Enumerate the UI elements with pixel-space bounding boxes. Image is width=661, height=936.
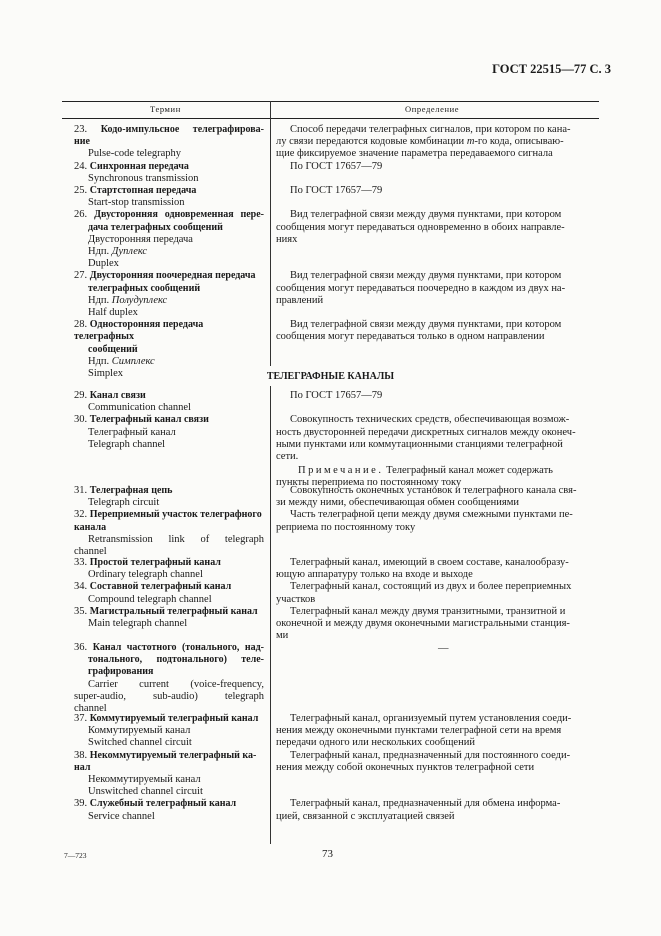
term-39: 39. Служебный телеграфный канал Service channel	[74, 798, 237, 822]
note-label: Примечание.	[298, 465, 384, 477]
definition-31: Совокупность оконечных установок и телеграфного канала свя- зи между ними, обеспечивающая обмен сообщениями	[276, 485, 577, 509]
term-24: 24. Синхронная передача Synchronous transmission	[74, 160, 199, 184]
term-27: 27. Двусторонняя поочередная передача телеграфных сообщений Ндп. Полудуплекс Half duplex	[74, 270, 256, 318]
column-divider-upper	[270, 118, 271, 366]
term-30: 30. Телеграфный канал связи Телеграфный канал Telegraph channel	[74, 414, 209, 450]
definition-33: Телеграфный канал, имеющий в своем составе, каналообразу- ющую аппаратуру только на входе и выходе	[276, 557, 569, 581]
definition-24: По ГОСТ 17657—79	[290, 160, 383, 172]
page-header: ГОСТ 22515—77 С. 3	[492, 62, 611, 76]
term-34: 34. Составной телеграфный канал Compound telegraph channel	[74, 581, 232, 605]
definition-26: Вид телеграфной связи между двумя пунктами, при котором сообщения могут передаваться одновременно в обоих направле- ниях	[276, 209, 565, 245]
term-29: 29. Канал связи Communication channel	[74, 390, 191, 414]
definition-35: Телеграфный канал между двумя транзитными, транзитной и оконечной и между двумя оконечными магистральными станция- ми	[276, 605, 570, 642]
definition-27: Вид телеграфной связи между двумя пунктами, при котором сообщения могут передаваться поочередно в каждом из двух на- правлений	[276, 270, 566, 306]
definition-29: По ГОСТ 17657—79	[290, 390, 383, 401]
table-header-rule	[62, 118, 599, 119]
term-37: 37. Коммутируемый телеграфный канал Коммутируемый канал Switched channel circuit	[74, 713, 259, 749]
term-31: 31. Телеграфная цепь Telegraph circuit	[74, 485, 173, 509]
definition-38: Телеграфный канал, предназначенный для постоянного соеди- нения между собой оконечных пунктов телеграфной сети	[276, 749, 571, 773]
term-36: 36. Канал частотного (тонального, над- тонального, подтонального) теле- графирования Carrier current (voice-frequency, super-audio, sub-audio) telegraph channel	[74, 642, 264, 715]
term-26: 26. Двусторонняя одновременная пере- дача телеграфных сообщений Двусторонняя передача Ндп. Дуплекс Duplex	[74, 209, 265, 270]
term-23: 23. Кодо-импульсное телеграфирова- ние Pulse-code telegraphy	[74, 124, 265, 160]
column-header-term: Термин	[150, 104, 181, 114]
column-divider-header	[270, 101, 271, 118]
term-33: 33. Простой телеграфный канал Ordinary telegraph channel	[74, 557, 221, 581]
column-divider-lower	[270, 386, 271, 844]
definition-32: Часть телеграфной цепи между двумя смежными пунктами пе- реприема по постоянному току	[276, 509, 573, 533]
definition-36-dash: —	[438, 643, 449, 654]
term-32: 32. Переприемный участок телеграфного канала Retransmission link of telegraph channel	[74, 509, 264, 557]
term-35: 35. Магистральный телеграфный канал Main telegraph channel	[74, 605, 258, 629]
definition-25: По ГОСТ 17657—79	[290, 185, 383, 196]
definition-23: Способ передачи телеграфных сигналов, при котором по кана- лу связи передаются кодовые комбинации m-го кода, описываю- щие фиксируемое значение параметра передаваемого сигнала	[276, 124, 571, 160]
section-title: ТЕЛЕГРАФНЫЕ КАНАЛЫ	[266, 371, 395, 382]
column-header-definition: Определение	[405, 104, 460, 114]
print-code: 7—723	[64, 851, 87, 860]
definition-30: Совокупность технических средств, обеспечивающая возмож- ность двусторонней передачи дискретных сигналов между оконеч- ными пунктами или коммутационными станциями телеграфной сети. Примечание. Телеграфный канал может содержать пункты переприема по постоянному току	[276, 414, 576, 489]
page-number: 73	[322, 848, 333, 860]
definition-39: Телеграфный канал, предназначенный для обмена информа- цией, связанной с эксплуатацией связей	[276, 798, 561, 822]
term-38: 38. Некоммутируемый телеграфный ка- нал Некоммутируемый канал Unswitched channel circuit	[74, 749, 257, 798]
term-25: 25. Стартстопная передача Start-stop transmission	[74, 185, 197, 209]
term-28: 28. Односторонняя передача телеграфных сообщений Ндп. Симплекс Simplex	[74, 319, 204, 379]
definition-28: Вид телеграфной связи между двумя пунктами, при котором сообщения могут передаваться только в одном направлении	[276, 319, 562, 343]
table-top-rule	[62, 101, 599, 102]
definition-37: Телеграфный канал, организуемый путем установления соеди- нения между оконечными пунктами телеграфной сети на время передачи одного или нескольких сообщений	[276, 713, 572, 749]
definition-34: Телеграфный канал, состоящий из двух и более переприемных участков	[276, 581, 572, 605]
